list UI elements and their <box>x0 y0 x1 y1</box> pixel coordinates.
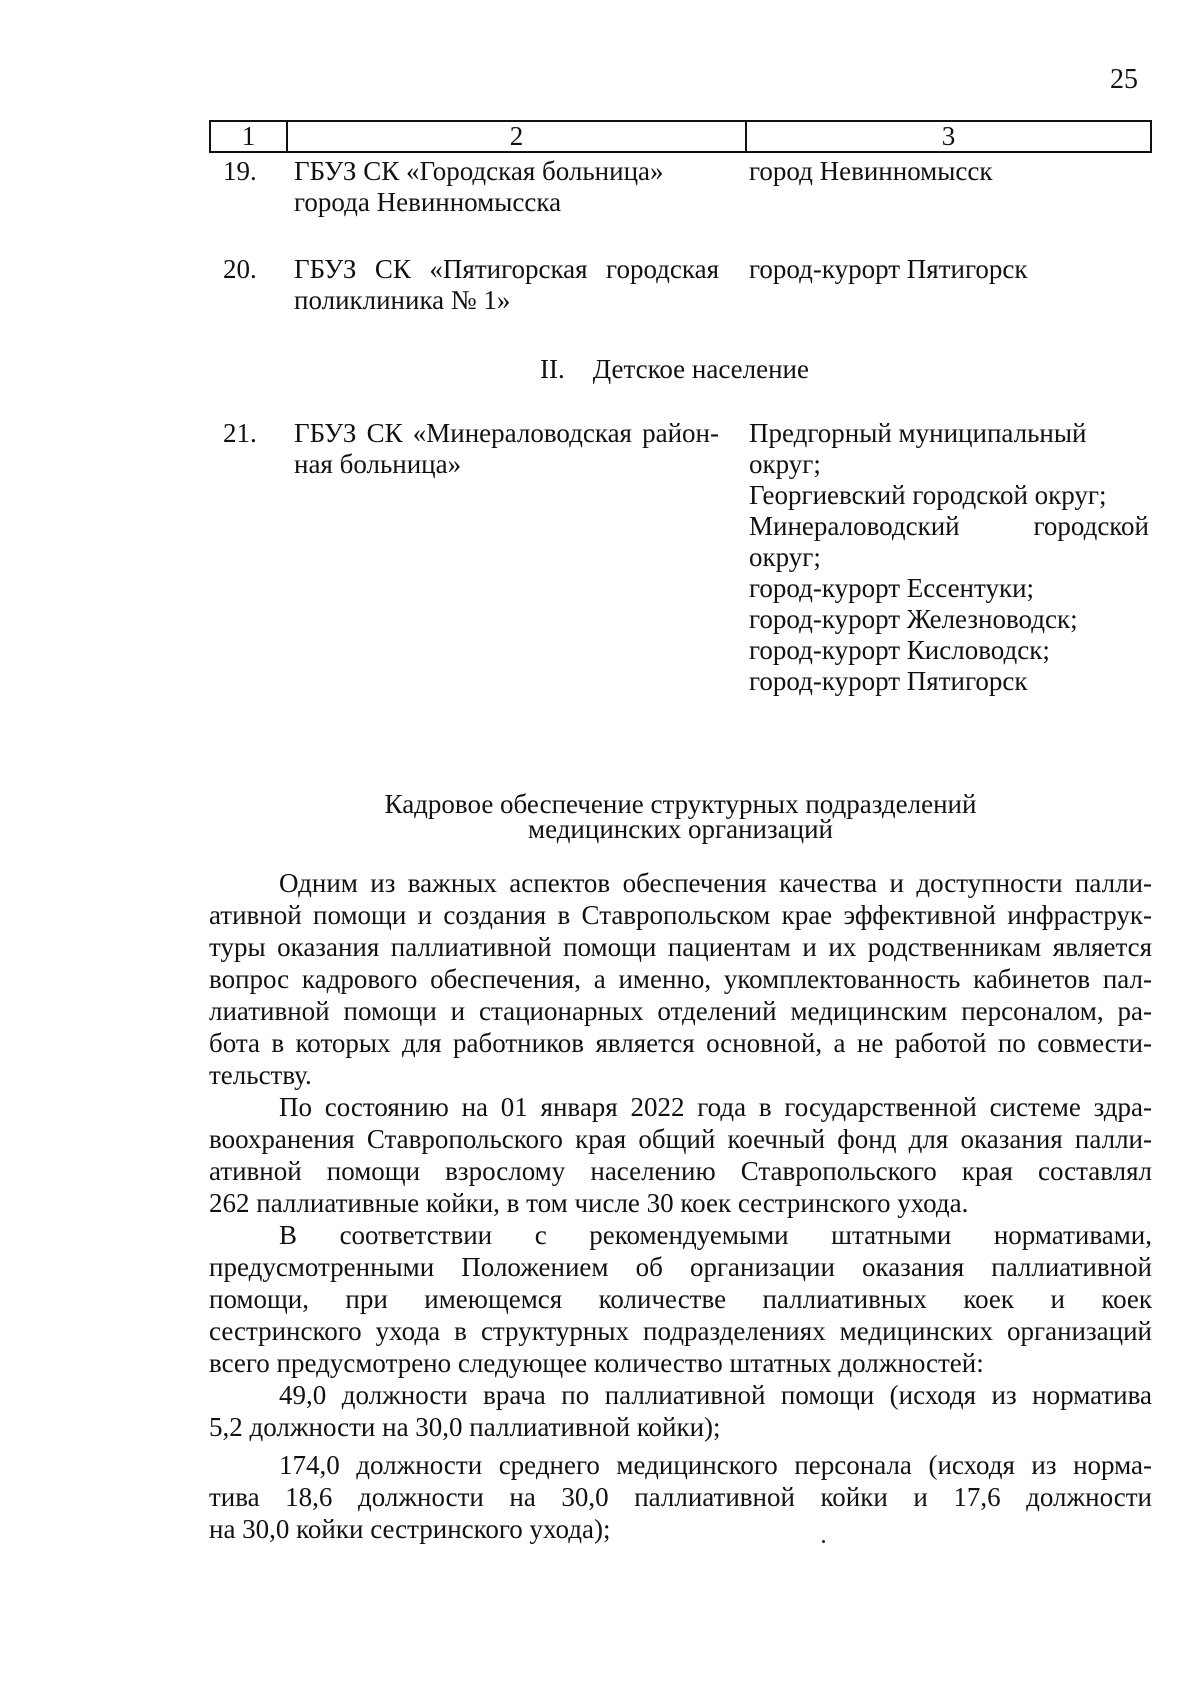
paragraph <box>209 1092 1152 1220</box>
row-number: 21. <box>223 418 257 448</box>
service-area-line: город-курорт Ессентуки; <box>749 573 1035 603</box>
table-header-row <box>209 120 1152 153</box>
paragraph-line: тельству. <box>209 1060 312 1090</box>
table-header-col-3: 3 <box>745 122 1150 151</box>
paragraph-line: 5,2 должности на 30,0 паллиативной койки); <box>209 1412 721 1442</box>
service-area-line: округ; <box>749 542 821 572</box>
paragraph <box>209 1220 1152 1380</box>
paragraph-line: 49,0 должности врача по паллиативной помощи (исходя из норматива <box>279 1380 1152 1410</box>
paragraph-line: сестринского ухода в структурных подразделениях медицинских организаций <box>209 1316 1152 1346</box>
paragraph-line: Одним из важных аспектов обеспечения качества и доступности палли- <box>279 868 1152 898</box>
service-area-line: Георгиевский городской округ; <box>749 480 1107 510</box>
organization-name <box>294 254 719 316</box>
paragraph-line: По состоянию на 01 января 2022 года в государственной системе здра- <box>279 1092 1152 1122</box>
paragraph-line: предусмотренными Положением об организации оказания паллиативной <box>209 1252 1152 1282</box>
paragraph-line: вопрос кадрового обеспечения, а именно, укомплектованность кабинетов пал- <box>209 964 1152 994</box>
paragraph-line: тива 18,6 должности на 30,0 паллиативной койки и 17,6 должности <box>209 1482 1152 1512</box>
paragraph-line: бота в которых для работников является основной, а не работой по совмести- <box>209 1028 1152 1058</box>
service-area-line: город-курорт Пятигорск <box>749 666 1028 696</box>
page-number: 25 <box>1110 64 1138 95</box>
section-heading <box>540 354 809 385</box>
service-area-line: Минераловодский городской <box>749 511 1149 541</box>
service-area-line: город Невинномысск <box>749 156 993 186</box>
paragraph-line: помощи, при имеющемся количестве паллиативных коек и коек <box>209 1284 1152 1314</box>
organization-name <box>294 156 719 218</box>
service-area-line: город-курорт Пятигорск <box>749 254 1028 284</box>
organization-line: поликлиника № 1» <box>294 285 511 315</box>
organization-name <box>294 418 719 480</box>
organization-line: ГБУЗ СК «Минераловодская район- <box>294 418 719 448</box>
paragraph-line: воохранения Ставропольского края общий коечный фонд для оказания палли- <box>209 1124 1152 1154</box>
paragraph-line: на 30,0 койки сестринского ухода); <box>209 1514 611 1544</box>
organization-line: ГБУЗ СК «Городская больница» <box>294 156 664 186</box>
paragraph <box>209 1380 1152 1444</box>
table-header-col-2: 2 <box>286 122 745 151</box>
service-area <box>749 418 1149 697</box>
organization-line: города Невинномысска <box>294 187 562 217</box>
service-area-line: город-курорт Кисловодск; <box>749 635 1050 665</box>
service-area-line: округ; <box>749 449 821 479</box>
service-area <box>749 254 1149 285</box>
paragraph-line: 174,0 должности среднего медицинского персонала (исходя из норма- <box>279 1450 1152 1480</box>
row-number: 19. <box>223 156 257 186</box>
paragraph <box>209 1450 1152 1546</box>
paragraph-line: всего предусмотрено следующее количество штатных должностей: <box>209 1348 984 1378</box>
scan-speck <box>822 1540 825 1543</box>
row-number: 20. <box>223 254 257 284</box>
organization-line: ГБУЗ СК «Пятигорская городская <box>294 254 719 284</box>
service-area-line: Предгорный муниципальный <box>749 418 1087 448</box>
service-area <box>749 156 1149 187</box>
organization-line: ная больница» <box>294 449 462 479</box>
service-area-line: город-курорт Железноводск; <box>749 604 1078 634</box>
paragraph-line: ативной помощи и создания в Ставропольском крае эффективной инфраструк- <box>209 900 1152 930</box>
paragraph-line: лиативной помощи и стационарных отделений медицинским персоналом, ра- <box>209 996 1152 1026</box>
paragraph-line: В соответствии с рекомендуемыми штатными нормативами, <box>279 1220 1152 1250</box>
table-header-col-1: 1 <box>241 121 256 151</box>
section-title: Детское население <box>592 354 809 384</box>
paragraph-line: туры оказания паллиативной помощи пациентам и их родственникам является <box>209 932 1152 962</box>
document-heading <box>209 789 1152 844</box>
paragraph-line: 262 паллиативные койки, в том числе 30 коек сестринского ухода. <box>209 1188 969 1218</box>
paragraph <box>209 868 1152 1092</box>
heading-line: Кадровое обеспечение структурных подразделений <box>384 789 977 819</box>
section-number: II. <box>540 354 565 384</box>
heading-line: медицинских организаций <box>527 814 833 844</box>
paragraph-line: ативной помощи взрослому населению Ставропольского края составлял <box>209 1156 1152 1186</box>
